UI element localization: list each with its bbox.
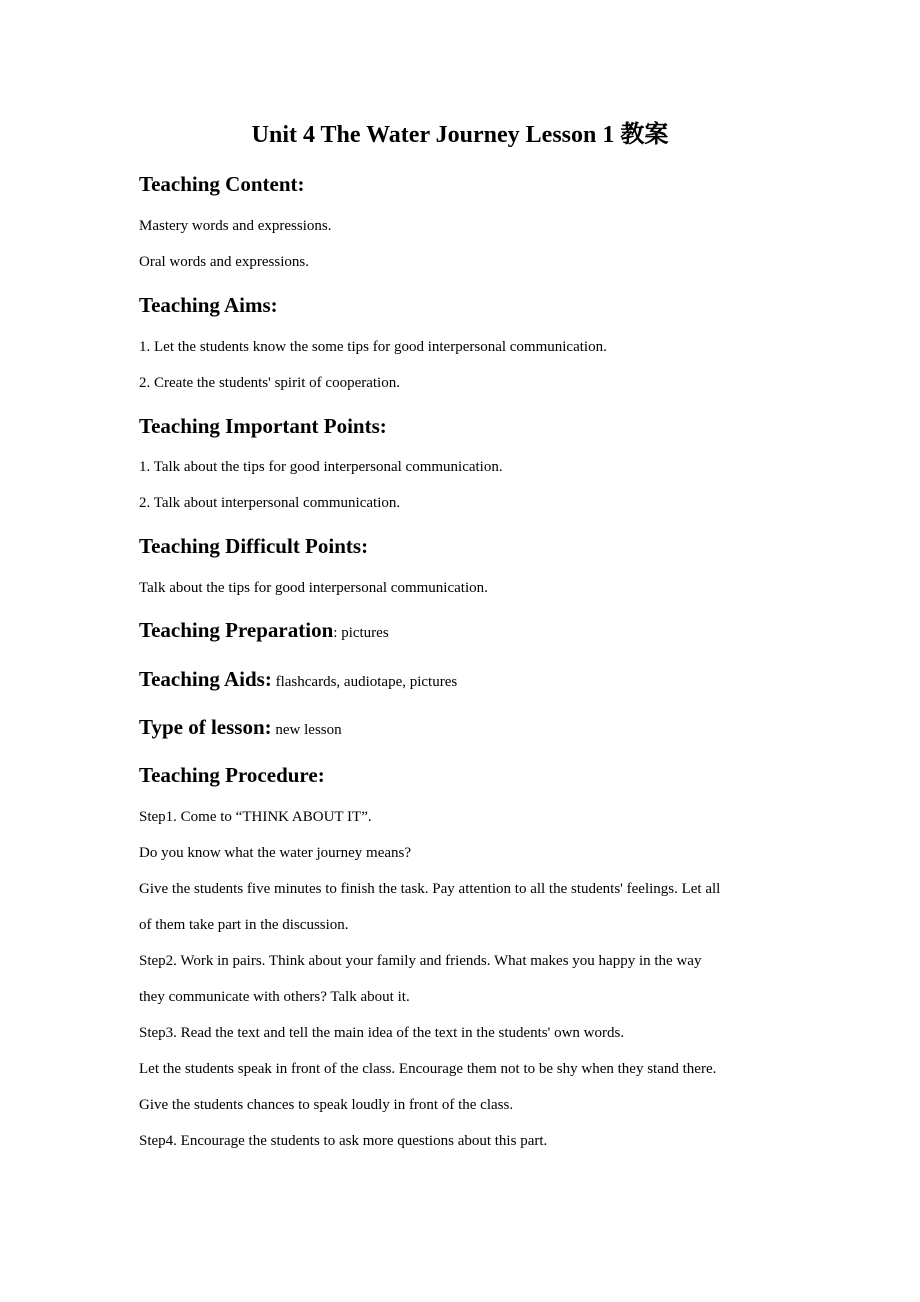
paragraph: Step1. Come to “THINK ABOUT IT”. [139,809,372,825]
separator: : [333,625,342,641]
paragraph: Step4. Encourage the students to ask more questions about this part. [139,1133,548,1149]
paragraph: Oral words and expressions. [139,254,309,270]
paragraph: 2. Create the students' spirit of cooperation. [139,375,400,391]
paragraph: Step3. Read the text and tell the main idea of the text in the students' own words. [139,1025,625,1041]
heading-difficult-points: Teaching Difficult Points: [139,534,369,558]
paragraph: Give the students chances to speak loudly in front of the class. [139,1097,514,1113]
teaching-preparation-line [139,620,389,641]
heading-important-points: Teaching Important Points: [139,414,387,438]
heading-aids: Teaching Aids: [139,667,272,691]
heading-teaching-aims: Teaching Aims: [139,293,278,317]
paragraph: Mastery words and expressions. [139,218,332,234]
paragraph: Talk about the tips for good interpersonal communication. [139,580,488,596]
teaching-aids-line [139,669,457,690]
paragraph: they communicate with others? Talk about it. [139,989,410,1005]
heading-teaching-content: Teaching Content: [139,172,305,196]
paragraph: Let the students speak in front of the class. Encourage them not to be shy when they stand there. [139,1061,717,1077]
document-title: Unit 4 The Water Journey Lesson 1 教案 [251,122,669,148]
paragraph: 2. Talk about interpersonal communication. [139,495,401,511]
type-value: new lesson [271,722,342,738]
paragraph: Give the students five minutes to finish the task. Pay attention to all the students' feelings. Let all [139,881,721,897]
heading-teaching-procedure: Teaching Procedure: [139,763,325,787]
heading-preparation: Teaching Preparation [139,618,334,642]
paragraph: of them take part in the discussion. [139,917,349,933]
paragraph: 1. Talk about the tips for good interpersonal communication. [139,459,503,475]
paragraph: Step2. Work in pairs. Think about your family and friends. What makes you happy in the way [139,953,702,969]
paragraph: 1. Let the students know the some tips for good interpersonal communication. [139,339,607,355]
preparation-value: pictures [341,625,389,641]
aids-value: flashcards, audiotape, pictures [271,674,458,690]
paragraph: Do you know what the water journey means? [139,845,412,861]
lesson-type-line [139,717,342,738]
heading-type: Type of lesson: [139,715,272,739]
